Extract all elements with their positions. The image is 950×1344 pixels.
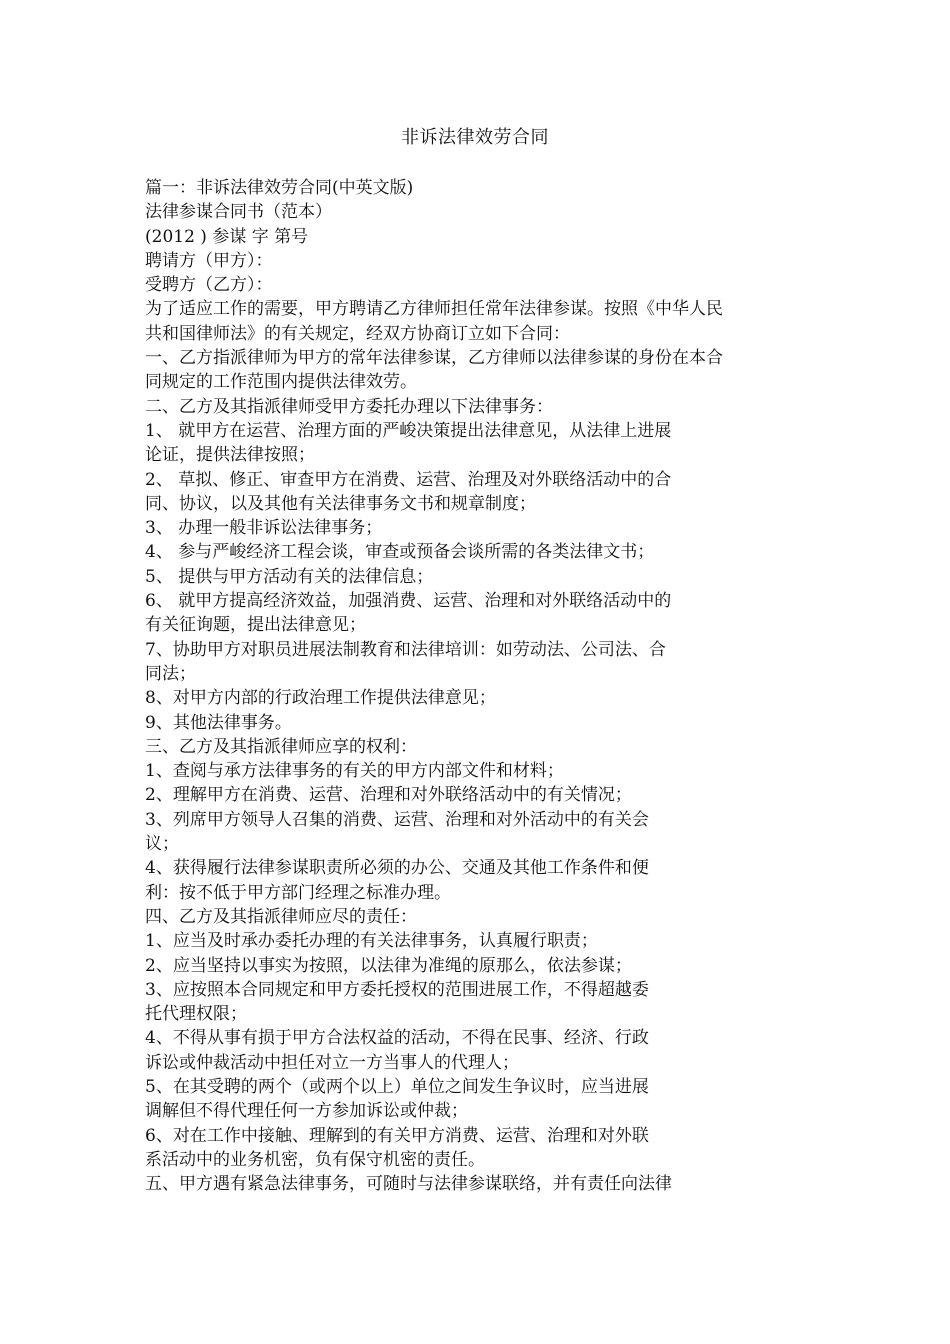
- body-line: 聘请方（甲方）：: [145, 250, 273, 271]
- body-line: 三、乙方及其指派律师应享的权利：: [145, 736, 417, 757]
- body-line: 同法；: [145, 663, 196, 684]
- body-line: 议；: [145, 834, 179, 855]
- body-line: 1、 就甲方在运营、治理方面的严峻决策提出法律意见，从法律上进展: [145, 420, 672, 441]
- body-line: 调解但不得代理任何一方参加诉讼或仲裁；: [145, 1101, 468, 1122]
- body-line: 篇一：非诉法律效劳合同(中英文版): [145, 178, 414, 198]
- body-line: 诉讼或仲裁活动中担任对立一方当事人的代理人；: [145, 1052, 519, 1073]
- body-line: 6、对在工作中接触、理解到的有关甲方消费、运营、治理和对外联: [145, 1125, 649, 1146]
- body-line: 一、乙方指派律师为甲方的常年法律参谋，乙方律师以法律参谋的身份在本合: [145, 348, 723, 369]
- body-line: 同规定的工作范围内提供法律效劳。: [145, 372, 417, 393]
- body-line: 3、应按照本合同规定和甲方委托授权的范围进展工作，不得超越委: [145, 979, 649, 1000]
- body-line: 四、乙方及其指派律师应尽的责任：: [145, 906, 417, 927]
- body-line: 2、应当坚持以事实为按照，以法律为准绳的原那么，依法参谋；: [145, 955, 632, 976]
- body-line: 8、对甲方内部的行政治理工作提供法律意见；: [145, 688, 496, 709]
- body-line: 共和国律师法》的有关规定，经双方协商订立如下合同：: [145, 323, 570, 344]
- body-line: 论证，提供法律按照；: [145, 445, 315, 466]
- body-line: 受聘方（乙方）：: [145, 275, 273, 296]
- body-line: 2、理解甲方在消费、运营、治理和对外联络活动中的有关情况；: [145, 785, 632, 806]
- body-line: 同、协议，以及其他有关法律事务文书和规章制度；: [145, 493, 536, 514]
- body-line: 2、 草拟、修正、审查甲方在消费、运营、治理及对外联络活动中的合: [145, 469, 672, 490]
- body-line: 3、 办理一般非诉讼法律事务；: [145, 518, 383, 539]
- body-line: 有关征询题，提出法律意见；: [145, 615, 366, 636]
- body-line: 5、在其受聘的两个（或两个以上）单位之间发生争议时，应当进展: [145, 1076, 649, 1097]
- body-line: 7、协助甲方对职员进展法制教育和法律培训：如劳动法、公司法、合: [145, 639, 666, 660]
- body-line: 4、获得履行法律参谋职责所必须的办公、交通及其他工作条件和便: [145, 858, 649, 879]
- body-line: 5、 提供与甲方活动有关的法律信息；: [145, 566, 434, 587]
- body-line: 托代理权限；: [145, 1004, 247, 1025]
- body-line: 利：按不低于甲方部门经理之标准办理。: [145, 882, 451, 903]
- body-line: 1、查阅与承方法律事务的有关的甲方内部文件和材料；: [145, 761, 564, 782]
- body-line: 为了适应工作的需要，甲方聘请乙方律师担任常年法律参谋。按照《中华人民: [145, 299, 723, 320]
- body-line: 1、应当及时承办委托办理的有关法律事务，认真履行职责；: [145, 931, 598, 952]
- body-line: 二、乙方及其指派律师受甲方委托办理以下法律事务：: [145, 396, 553, 417]
- body-line: 4、 参与严峻经济工程会谈，审查或预备会谈所需的各类法律文书；: [145, 542, 655, 563]
- body-line: (2012 ) 参谋 字 第号: [145, 226, 309, 247]
- body-line: 6、 就甲方提高经济效益，加强消费、运营、治理和对外联络活动中的: [145, 591, 672, 612]
- document-body: [145, 176, 815, 1196]
- document-title: 非诉法律效劳合同: [401, 127, 549, 148]
- body-line: 3、列席甲方领导人召集的消费、运营、治理和对外活动中的有关会: [145, 809, 649, 830]
- body-line: 9、其他法律事务。: [145, 712, 292, 733]
- body-line: 法律参谋合同书（范本）: [145, 202, 332, 223]
- body-line: 系活动中的业务机密，负有保守机密的责任。: [145, 1149, 485, 1170]
- body-line: 五、甲方遇有紧急法律事务，可随时与法律参谋联络，并有责任向法律: [145, 1174, 672, 1195]
- body-line: 4、不得从事有损于甲方合法权益的活动，不得在民事、经济、行政: [145, 1028, 649, 1049]
